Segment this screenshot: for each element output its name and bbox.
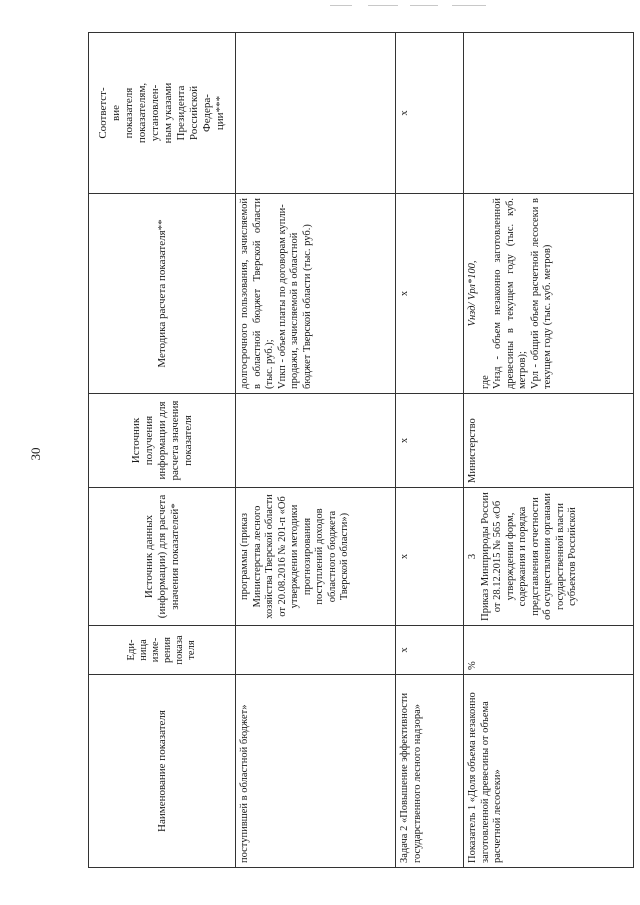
table-row xyxy=(236,33,396,868)
row-compliance xyxy=(236,33,396,194)
row-data-source: х xyxy=(396,488,464,626)
scan-mark xyxy=(368,5,398,6)
method-line: где xyxy=(479,375,491,389)
method-line: х xyxy=(399,290,410,297)
row-compliance xyxy=(464,33,634,194)
row-unit xyxy=(236,626,396,675)
method-line: Vрл - общий объем расчетной лесосеки в текущем году (тыс. куб. метров) xyxy=(529,198,553,389)
header-name: Наименование показателя xyxy=(89,675,236,868)
method-line: Vпкп - объем платы по договорам купли-продажи, зачисляемой в областной бюджет Тверской области (тыс. руб.) xyxy=(276,204,313,389)
row-info-source: Министерство xyxy=(464,394,634,488)
page-number: 30 xyxy=(28,447,43,461)
header-data-source: Источник данных (информации) для расчета значения показателей* xyxy=(89,488,236,626)
table-row xyxy=(396,33,464,868)
scan-mark xyxy=(330,5,352,6)
row-data-source: 3 Приказ Минприроды России от 28.12.2015 № 565 «Об утверждении форм, содержания и порядка представления отчетности об осуществлении органами государственной власти субъектов Российской xyxy=(464,488,634,626)
row-method xyxy=(396,194,464,394)
row-unit: % xyxy=(464,626,634,675)
method-formula: Vнзд/ Vрл*100, xyxy=(467,260,478,327)
rotated-page xyxy=(88,33,633,868)
row-method xyxy=(236,194,396,394)
header-compliance: Соответст- вие показателя показателям, установлен- ным указами Президента Российской Федера- ции*** xyxy=(89,33,236,194)
row-data-source: программы (приказ Министерства лесного хозяйства Тверской области от 20.08.2016 № 201-п «Об утверждении методики прогнозирования поступлений доходов областного бюджета Тверской области») xyxy=(236,488,396,626)
table-row xyxy=(464,33,634,868)
indicators-table xyxy=(88,32,634,868)
row-method xyxy=(464,194,634,394)
header-unit: Еди- ница изме- рения показа теля xyxy=(89,626,236,675)
header-method: Методика расчета показателя** xyxy=(89,194,236,394)
row-name: Задача 2 «Повышение эффективности государственного лесного надзора» xyxy=(396,675,464,868)
row-unit: х xyxy=(396,626,464,675)
scan-mark xyxy=(410,5,438,6)
method-line: долгосрочного пользования, зачисляемой в областной бюджет Тверской области (тыс. руб.); xyxy=(239,198,275,389)
row-name: поступившей в областной бюджет» xyxy=(236,675,396,868)
scan-mark xyxy=(452,5,486,6)
method-line: Vнзд - объем незаконно заготовленной древесины в текущем году (тыс. куб. метров); xyxy=(492,198,528,389)
row-info-source xyxy=(236,394,396,488)
header-info-source: Источник получения информации для расчета значения показателя xyxy=(89,394,236,488)
row-info-source: х xyxy=(396,394,464,488)
row-compliance: х xyxy=(396,33,464,194)
row-name: Показатель 1 «Доля объема незаконно заготовленной древесины от объема расчетной лесосеки» xyxy=(464,675,634,868)
header-row xyxy=(89,33,236,868)
